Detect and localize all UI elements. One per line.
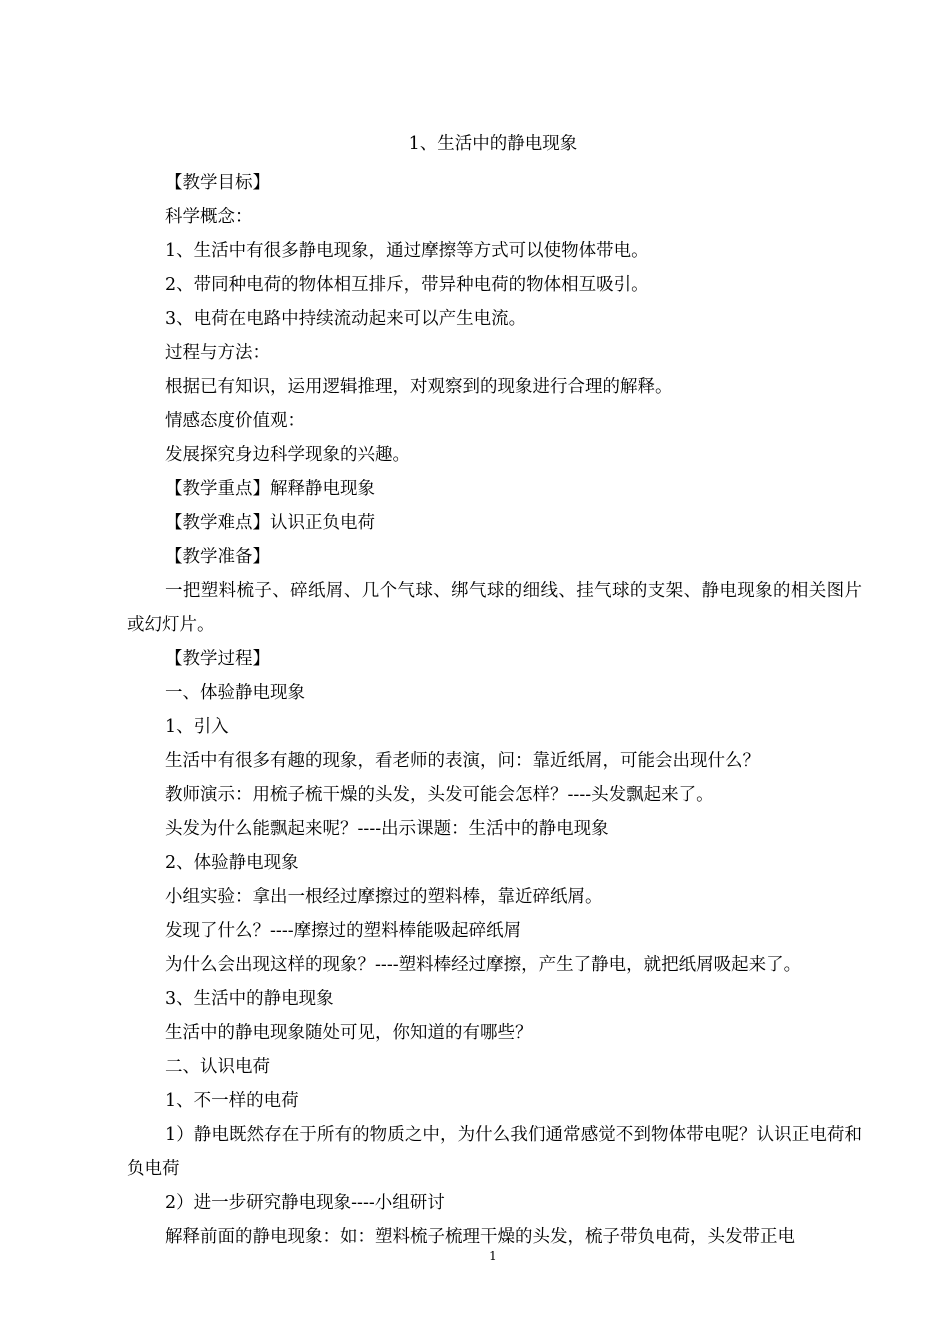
- section-heading: 二、认识电荷: [165, 1057, 270, 1077]
- paragraph: 头发为什么能飘起来呢？----出示课题：生活中的静电现象: [165, 819, 609, 839]
- paragraph: 发现了什么？----摩擦过的塑料棒能吸起碎纸屑: [165, 921, 522, 941]
- subheading-science-concepts: 科学概念：: [165, 207, 253, 227]
- paragraph: 发展探究身边科学现象的兴趣。: [165, 445, 410, 465]
- paragraph: 1）静电既然存在于所有的物质之中，为什么我们通常感觉不到物体带电呢？认识正电荷和负电荷: [127, 1125, 862, 1179]
- paragraph: 2）进一步研究静电现象----小组研讨: [165, 1193, 445, 1213]
- document-body: [127, 166, 862, 1254]
- heading-teaching-objectives: 【教学目标】: [165, 173, 270, 193]
- paragraph: 根据已有知识，运用逻辑推理，对观察到的现象进行合理的解释。: [165, 377, 673, 397]
- paragraph: 2、带同种电荷的物体相互排斥，带异种电荷的物体相互吸引。: [165, 275, 649, 295]
- paragraph: 教师演示：用梳子梳干燥的头发，头发可能会怎样？----头发飘起来了。: [165, 785, 714, 805]
- heading-teaching-focus: 【教学重点】解释静电现象: [165, 479, 375, 499]
- heading-teaching-process: 【教学过程】: [165, 649, 270, 669]
- paragraph: 1、生活中有很多静电现象，通过摩擦等方式可以使物体带电。: [165, 241, 649, 261]
- paragraph: 小组实验：拿出一根经过摩擦过的塑料棒，靠近碎纸屑。: [165, 887, 603, 907]
- heading-teaching-preparation: 【教学准备】: [165, 547, 270, 567]
- paragraph: 3、电荷在电路中持续流动起来可以产生电流。: [165, 309, 527, 329]
- heading-teaching-difficulty: 【教学难点】认识正负电荷: [165, 513, 375, 533]
- paragraph: 生活中有很多有趣的现象，看老师的表演，问：靠近纸屑，可能会出现什么？: [165, 751, 760, 771]
- subsection-heading: 1、不一样的电荷: [165, 1091, 299, 1111]
- subsection-heading: 3、生活中的静电现象: [165, 989, 334, 1009]
- paragraph: 为什么会出现这样的现象？----塑料棒经过摩擦，产生了静电，就把纸屑吸起来了。: [165, 955, 802, 975]
- paragraph: 生活中的静电现象随处可见，你知道的有哪些？: [165, 1023, 533, 1043]
- subsection-heading: 1、引入: [165, 717, 229, 737]
- subheading-process-method: 过程与方法：: [165, 343, 270, 363]
- subsection-heading: 2、体验静电现象: [165, 853, 299, 873]
- section-heading: 一、体验静电现象: [165, 683, 305, 703]
- subheading-attitude-values: 情感态度价值观：: [165, 411, 305, 431]
- page-number: 1: [489, 1249, 497, 1263]
- paragraph: 一把塑料梳子、碎纸屑、几个气球、绑气球的细线、挂气球的支架、静电现象的相关图片或幻灯片。: [127, 581, 862, 635]
- document-title: 1、生活中的静电现象: [408, 134, 578, 154]
- paragraph: 解释前面的静电现象：如：塑料梳子梳理干燥的头发，梳子带负电荷，头发带正电: [165, 1227, 795, 1247]
